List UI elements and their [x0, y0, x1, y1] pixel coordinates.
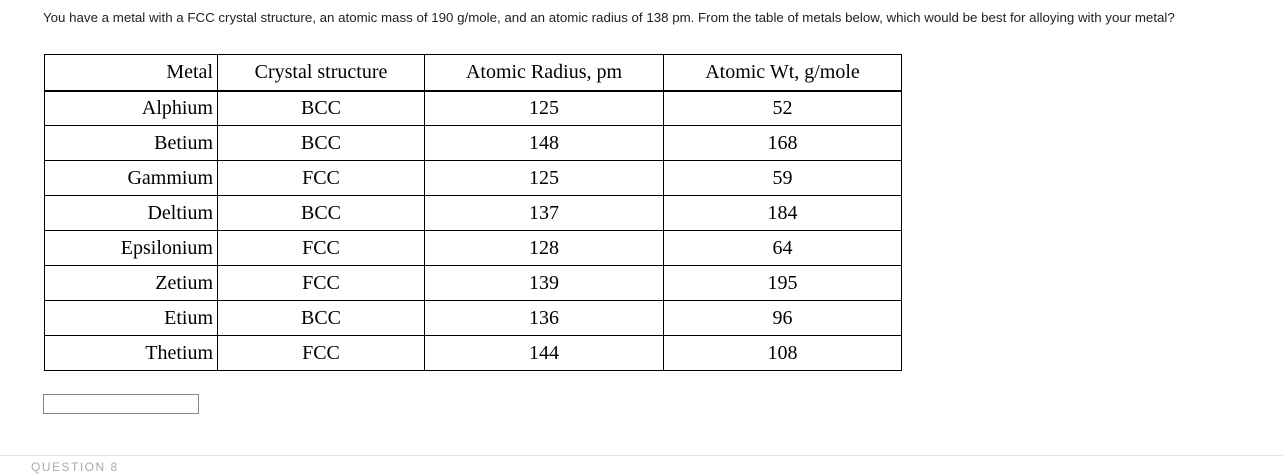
atomic-weight-cell: 168 — [664, 126, 902, 161]
metal-name-cell: Thetium — [45, 336, 218, 371]
atomic-radius-cell: 125 — [425, 91, 664, 126]
table-row — [45, 266, 902, 301]
atomic-weight-cell: 184 — [664, 196, 902, 231]
section-divider — [0, 455, 1283, 456]
atomic-radius-cell: 139 — [425, 266, 664, 301]
crystal-structure-cell: FCC — [218, 161, 425, 196]
table-row — [45, 196, 902, 231]
atomic-radius-cell: 137 — [425, 196, 664, 231]
column-header-crystal-structure: Crystal structure — [218, 55, 425, 91]
atomic-weight-cell: 64 — [664, 231, 902, 266]
crystal-structure-cell: FCC — [218, 231, 425, 266]
crystal-structure-cell: FCC — [218, 336, 425, 371]
atomic-weight-cell: 195 — [664, 266, 902, 301]
crystal-structure-cell: BCC — [218, 196, 425, 231]
atomic-weight-cell: 59 — [664, 161, 902, 196]
answer-input[interactable] — [43, 394, 199, 414]
table-row — [45, 336, 902, 371]
table-row — [45, 301, 902, 336]
next-question-label: QUESTION 8 — [31, 460, 119, 474]
table-row — [45, 126, 902, 161]
column-header-atomic-weight: Atomic Wt, g/mole — [664, 55, 902, 91]
table-row — [45, 161, 902, 196]
metal-name-cell: Gammium — [45, 161, 218, 196]
metal-name-cell: Alphium — [45, 91, 218, 126]
metals-table — [44, 54, 902, 371]
table-row — [45, 231, 902, 266]
table-row — [45, 91, 902, 126]
crystal-structure-cell: BCC — [218, 126, 425, 161]
atomic-weight-cell: 108 — [664, 336, 902, 371]
metal-name-cell: Deltium — [45, 196, 218, 231]
metal-name-cell: Epsilonium — [45, 231, 218, 266]
metal-name-cell: Betium — [45, 126, 218, 161]
question-text: You have a metal with a FCC crystal structure, an atomic mass of 190 g/mole, and an atomic radius of 138 pm. From the table of metals below, which would be best for alloying with your metal? — [43, 10, 1175, 25]
atomic-radius-cell: 125 — [425, 161, 664, 196]
atomic-radius-cell: 128 — [425, 231, 664, 266]
atomic-radius-cell: 136 — [425, 301, 664, 336]
metal-name-cell: Zetium — [45, 266, 218, 301]
crystal-structure-cell: FCC — [218, 266, 425, 301]
crystal-structure-cell: BCC — [218, 91, 425, 126]
column-header-metal: Metal — [45, 55, 218, 91]
atomic-weight-cell: 52 — [664, 91, 902, 126]
atomic-radius-cell: 144 — [425, 336, 664, 371]
metal-name-cell: Etium — [45, 301, 218, 336]
crystal-structure-cell: BCC — [218, 301, 425, 336]
column-header-atomic-radius: Atomic Radius, pm — [425, 55, 664, 91]
atomic-weight-cell: 96 — [664, 301, 902, 336]
table-header-row — [45, 55, 902, 91]
atomic-radius-cell: 148 — [425, 126, 664, 161]
